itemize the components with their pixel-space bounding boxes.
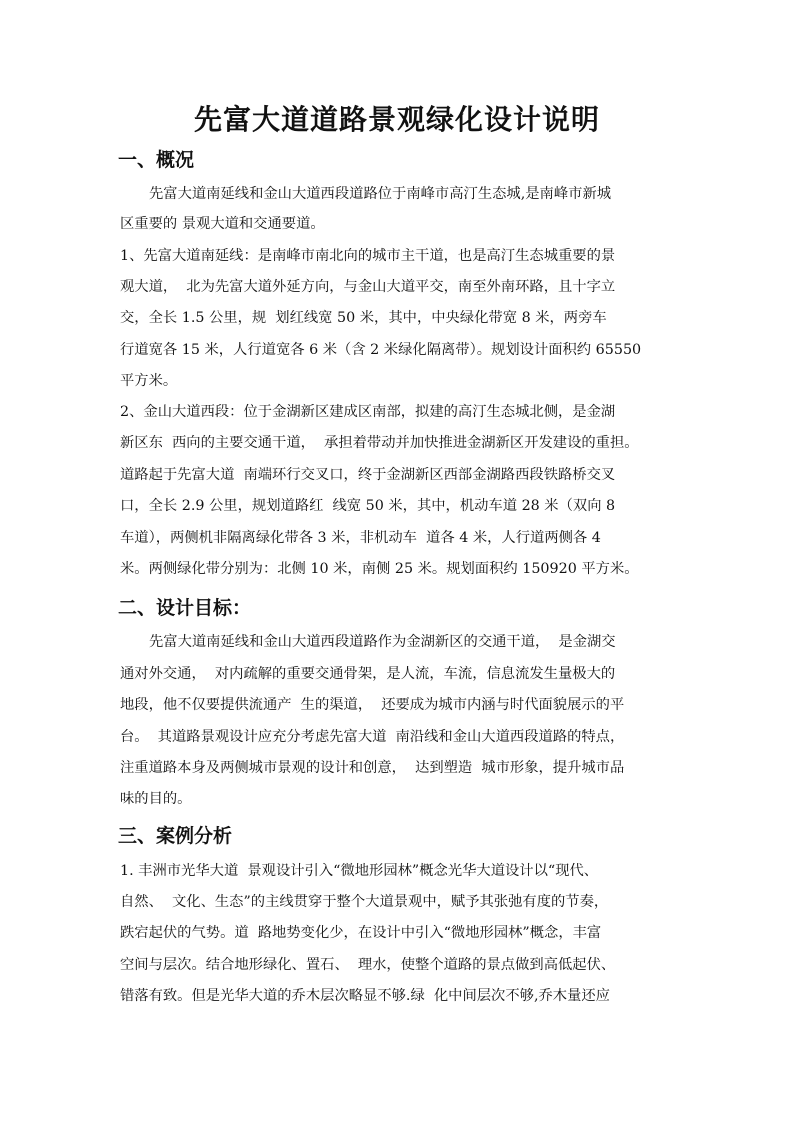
paragraph-line: 注重道路本身及两侧城市景观的设计和创意， 达到塑造 城市形象，提升城市品 <box>120 760 625 776</box>
paragraph-line: 新区东 西向的主要交通干道， 承担着带动并加快推进金湖新区开发建设的重担。 <box>120 435 639 451</box>
paragraph-line: 自然、 文化、生态”的主线贯穿于整个大道景观中，赋予其张弛有度的节奏， <box>120 894 609 910</box>
paragraph-line: 交，全长 1.5 公里，规 划红线宽 50 米，其中，中央绿化带宽 8 米，两旁车 <box>120 310 607 326</box>
paragraph-line: 1. 丰洲市光华大道 景观设计引入“微地形园林”概念光华大道设计以“现代、 <box>120 863 599 879</box>
page-title: 先富大道道路景观绿化设计说明 <box>193 103 600 136</box>
paragraph-line: 1、先富大道南延线：是南峰市南北向的城市主干道，也是高汀生态城重要的景 <box>120 248 616 264</box>
paragraph-line: 空间与层次。结合地形绿化、置石、 理水，使整个道路的景点做到高低起伏、 <box>120 957 616 973</box>
paragraph-line: 通对外交通， 对内疏解的重要交通骨架，是人流，车流，信息流发生量极大的 <box>120 666 616 682</box>
paragraph-line: 台。 其道路景观设计应充分考虑先富大道 南沿线和金山大道西段道路的特点， <box>120 729 625 745</box>
paragraph-line: 口，全长 2.9 公里，规划道路红 线宽 50 米，其中，机动车道 28 米（双向 8 <box>120 498 616 514</box>
section-heading: 一、概况 <box>118 149 195 171</box>
section-heading: 三、案例分析 <box>118 825 233 847</box>
section-heading: 二、设计目标： <box>118 597 252 619</box>
paragraph-line: 味的目的。 <box>120 791 192 807</box>
paragraph-line: 错落有致。但是光华大道的乔木层次略显不够.绿 化中间层次不够,乔木量还应 <box>120 988 610 1004</box>
paragraph-line: 先富大道南延线和金山大道西段道路位于南峰市高汀生态城,是南峰市新城 <box>149 186 612 202</box>
paragraph-line: 跌宕起伏的气势。道 路地势变化少，在设计中引入“微地形园林”概念，丰富 <box>120 925 602 941</box>
paragraph-line: 区重要的 景观大道和交通要道。 <box>120 216 325 232</box>
paragraph-line: 平方米。 <box>120 373 178 389</box>
paragraph-line: 2、金山大道西段：位于金湖新区建成区南部，拟建的高汀生态城北侧，是金湖 <box>120 404 616 420</box>
paragraph-line: 车道），两侧机非隔离绿化带各 3 米，非机动车 道各 4 米，人行道两侧各 4 <box>120 530 601 546</box>
paragraph-line: 观大道， 北为先富大道外延方向，与金山大道平交，南至外南环路，且十字立 <box>120 279 616 295</box>
paragraph-line: 行道宽各 15 米，人行道宽各 6 米（含 2 米绿化隔离带）。规划设计面积约 65550 <box>120 342 642 358</box>
paragraph-line: 米。两侧绿化带分别为：北侧 10 米，南侧 25 米。规划面积约 150920 平方米。 <box>120 561 639 577</box>
paragraph-line: 先富大道南延线和金山大道西段道路作为金湖新区的交通干道， 是金湖交 <box>149 634 616 650</box>
paragraph-line: 地段，他不仅要提供流通产 生的渠道， 还要成为城市内涵与时代面貌展示的平 <box>120 697 625 713</box>
paragraph-line: 道路起于先富大道 南端环行交叉口，终于金湖新区西部金湖路西段铁路桥交叉 <box>120 467 616 483</box>
